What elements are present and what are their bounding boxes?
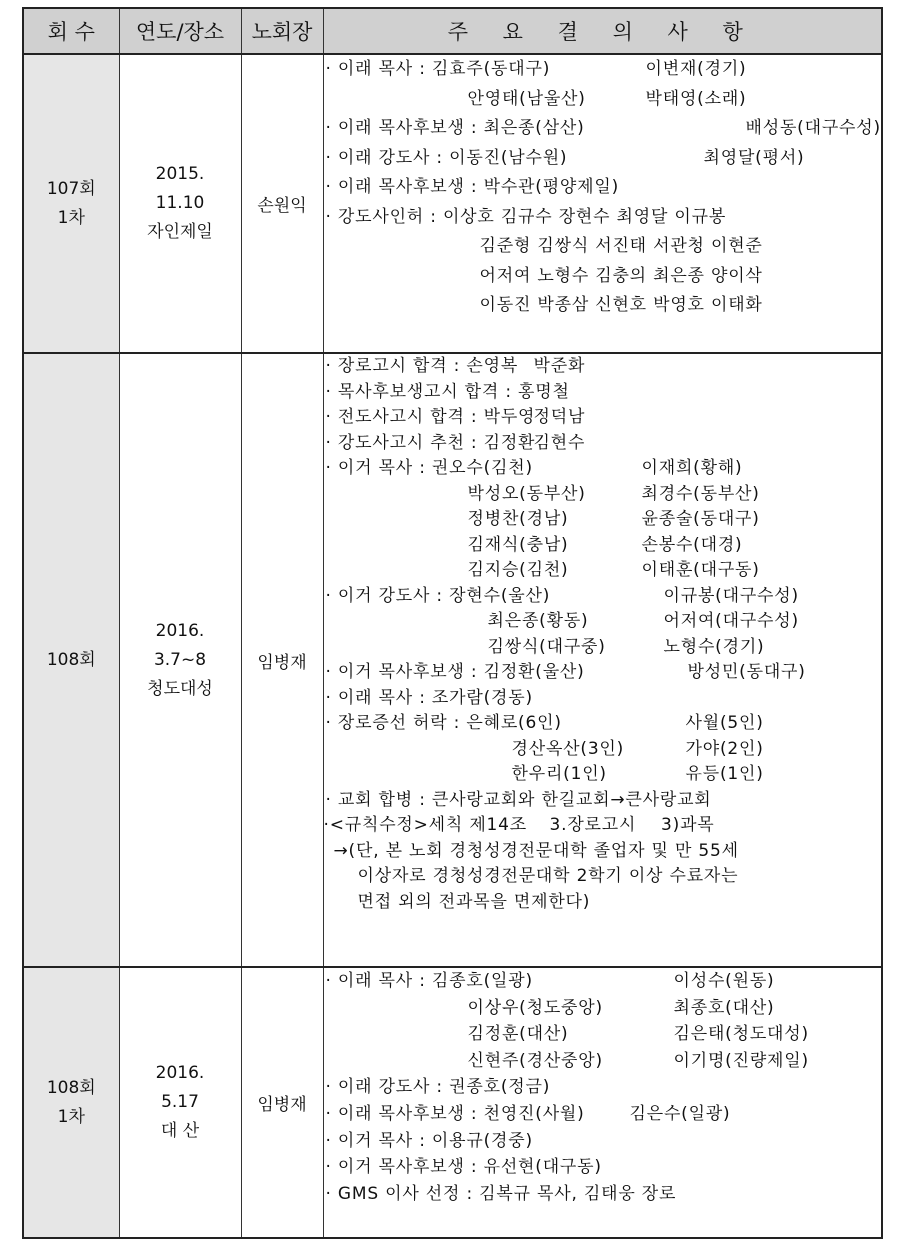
decision-text: 박성오(동부산)	[467, 483, 586, 504]
round-text: 108회	[46, 649, 96, 670]
decision-line	[324, 262, 882, 292]
decision-text: 김재식(충남)	[467, 534, 569, 555]
decision-line	[324, 482, 882, 508]
decision-text: · 이래 목사후보생 : 천영진(사월)	[325, 1103, 585, 1124]
year-text: 2016.	[155, 620, 205, 641]
decision-text: · 이래 목사후보생 : 최은종(삼산)	[325, 118, 585, 138]
decision-text: · 목사후보생고시 합격 : 홍명철	[325, 381, 570, 402]
decision-text-second: 이재희(황해)	[641, 458, 743, 478]
year-text: 2016.	[155, 1063, 205, 1083]
decision-text: · 이래 강도사 : 이동진(남수원)	[325, 147, 568, 168]
decision-text: · 장로증선 허락 : 은혜로(6인)	[325, 713, 562, 733]
decision-line	[324, 85, 882, 115]
decision-line	[324, 839, 882, 865]
decision-text: →(단, 본 노회 경청성경전문대학 졸업자 및 만 55세	[333, 840, 739, 861]
decision-text-second: 최종호(대산)	[673, 997, 775, 1018]
decision-line	[324, 737, 882, 763]
decision-text: 김지승(김천)	[467, 560, 569, 580]
decision-line	[324, 968, 882, 995]
decision-text-second: 윤종술(동대구)	[641, 509, 760, 529]
decision-text-second: 박태영(소래)	[645, 88, 747, 109]
decision-text-second: 유등(1인)	[685, 764, 764, 784]
decision-text-second: 손봉수(대경)	[641, 534, 743, 555]
decision-text: 김정훈(대산)	[467, 1024, 569, 1045]
table-row	[23, 353, 882, 967]
decision-line	[324, 686, 882, 712]
decision-line	[324, 232, 882, 262]
moderator-cell: 임병재	[241, 967, 323, 1238]
decision-line	[324, 584, 882, 610]
decision-text: · 이거 목사 : 권오수(김천)	[325, 458, 533, 478]
decisions-cell	[323, 353, 882, 967]
decision-text-second: 사월(5인)	[685, 713, 764, 733]
decision-text: · 이래 목사 : 조가람(경동)	[325, 687, 533, 708]
decision-line	[324, 1021, 882, 1048]
round-cell	[23, 353, 119, 967]
decision-text-second: 이규봉(대구수성)	[663, 585, 799, 606]
decision-lines	[324, 354, 882, 915]
decision-text: 최은종(황동)	[487, 611, 589, 631]
decision-text-second: 정덕남	[533, 407, 586, 427]
decision-text-second: 김은수(일광)	[629, 1103, 731, 1124]
decision-text-second: 가야(2인)	[685, 738, 764, 759]
decision-line	[324, 144, 882, 174]
decision-text-second: 이성수(원동)	[673, 971, 775, 991]
decision-line	[324, 1048, 882, 1075]
year-place-cell	[119, 54, 241, 353]
decision-line	[324, 1128, 882, 1155]
decision-text-second: 이기명(진량제일)	[673, 1050, 809, 1071]
decision-text: · 강도사고시 추천 : 김정환	[325, 432, 536, 453]
decision-line	[324, 890, 882, 916]
decision-text: · 장로고시 합격 : 손영복	[325, 356, 519, 376]
decision-line	[324, 431, 882, 457]
table-row	[23, 54, 882, 353]
decision-text: 한우리(1인)	[511, 764, 607, 784]
decision-text: · 전도사고시 합격 : 박두영	[325, 407, 536, 427]
decision-line	[324, 813, 882, 839]
header-round: 회 수	[23, 8, 119, 54]
decision-line	[324, 660, 882, 686]
decision-text: · 이거 목사후보생 : 김정환(울산)	[325, 662, 585, 682]
decision-text: ·<규칙수정>세칙 제14조	[323, 815, 528, 835]
date-text: 5.17	[161, 1092, 199, 1112]
decision-line	[324, 291, 882, 321]
decision-line	[324, 1074, 882, 1101]
year-place-cell	[119, 967, 241, 1238]
decision-line	[324, 55, 882, 85]
round-text: 108회	[46, 1077, 96, 1098]
decision-text-second: 배성동(대구수성)	[745, 118, 881, 138]
decision-text: 면접 외의 전과목을 면제한다)	[357, 891, 591, 912]
decision-text: · 이래 목사 : 김종호(일광)	[325, 971, 533, 991]
date-text: 3.7~8	[153, 649, 207, 670]
header-row	[23, 8, 882, 54]
decision-text-second: 방성민(동대구)	[687, 662, 806, 682]
decision-line	[324, 173, 882, 203]
decision-text-second: 김은태(청도대성)	[673, 1024, 809, 1045]
decision-line	[324, 405, 882, 431]
moderator-cell: 손원익	[241, 54, 323, 353]
decision-text: · 이래 강도사 : 권종호(정금)	[325, 1077, 551, 1098]
decision-line	[324, 1154, 882, 1181]
decision-text: 신현주(경산중앙)	[467, 1050, 603, 1071]
decision-text-second: 어저여(대구수성)	[663, 611, 799, 631]
decision-text: · GMS 이사 선정 : 김복규 목사, 김태웅 장로	[325, 1183, 677, 1204]
decision-line	[324, 203, 882, 233]
year-text: 2015.	[155, 164, 205, 184]
decision-line	[324, 635, 882, 661]
decision-line	[324, 1181, 882, 1208]
decision-text: 이상자로 경청성경전문대학 2학기 이상 수료자는	[357, 866, 739, 886]
decision-text: · 이거 목사 : 이용규(경중)	[325, 1130, 533, 1151]
decision-text: · 강도사인허 : 이상호 김규수 장현수 최영달 이규봉	[325, 206, 727, 227]
decision-text: 이동진 박종삼 신현호 박영호 이태화	[479, 295, 763, 315]
decision-text: 정병찬(경남)	[467, 509, 569, 529]
header-decisions: 주 요 결 의 사 항	[323, 8, 882, 54]
decision-text-second: 김현수	[533, 432, 586, 453]
decision-lines	[324, 968, 882, 1207]
decision-text-second: 최영달(평서)	[703, 147, 805, 168]
decision-lines	[324, 55, 882, 321]
round-text: 107회	[46, 178, 96, 199]
decision-text-second: 이변재(경기)	[645, 59, 747, 79]
decision-text-second: 노형수(경기)	[663, 636, 765, 657]
decision-line	[324, 711, 882, 737]
decision-text: 어저여 노형수 김충의 최은종 양이삭	[479, 265, 763, 286]
year-place-cell	[119, 353, 241, 967]
decision-line	[324, 354, 882, 380]
decision-text-second: 이태훈(대구동)	[641, 560, 760, 580]
decision-text-second: 최경수(동부산)	[641, 483, 760, 504]
place-text: 청도대성	[147, 678, 213, 699]
decision-text: 안영태(남울산)	[467, 88, 586, 109]
minutes-table	[22, 7, 883, 1239]
decision-text: 김쌍식(대구중)	[487, 636, 606, 657]
decision-text: · 이거 강도사 : 장현수(울산)	[325, 585, 551, 606]
round-cell	[23, 967, 119, 1238]
date-text: 11.10	[155, 193, 205, 213]
decision-text: · 이래 목사 : 김효주(동대구)	[325, 59, 551, 79]
decision-line	[324, 558, 882, 584]
decision-text: · 이거 목사후보생 : 유선현(대구동)	[325, 1157, 602, 1178]
decision-line	[324, 456, 882, 482]
moderator-cell: 임병재	[241, 353, 323, 967]
decision-line	[324, 864, 882, 890]
decisions-cell	[323, 54, 882, 353]
decision-line	[324, 507, 882, 533]
decision-line	[324, 995, 882, 1022]
decision-line	[324, 1101, 882, 1128]
decision-line	[324, 533, 882, 559]
place-text: 대 산	[160, 1121, 200, 1141]
decision-text-second: 박준화	[533, 356, 586, 376]
table-row	[23, 967, 882, 1238]
decisions-cell	[323, 967, 882, 1238]
decision-line	[324, 114, 882, 144]
round-text: 1차	[57, 1106, 85, 1127]
decision-line	[324, 380, 882, 406]
decision-text: 경산옥산(3인)	[511, 738, 625, 759]
decision-line	[324, 788, 882, 814]
decision-line	[324, 762, 882, 788]
decision-text: · 교회 합병 : 큰사랑교회와 한길교회→큰사랑교회	[325, 789, 712, 810]
decision-text-second: 3.장로고시 3)과목	[549, 815, 715, 835]
decision-line	[324, 609, 882, 635]
header-year-place: 연도/장소	[119, 8, 241, 54]
round-cell	[23, 54, 119, 353]
header-moderator: 노회장	[241, 8, 323, 54]
decision-text: · 이래 목사후보생 : 박수관(평양제일)	[325, 177, 620, 197]
decision-text: 이상우(청도중앙)	[467, 997, 603, 1018]
round-text: 1차	[57, 207, 85, 228]
decision-text: 김준형 김쌍식 서진태 서관청 이현준	[479, 236, 763, 256]
place-text: 자인제일	[147, 222, 213, 242]
